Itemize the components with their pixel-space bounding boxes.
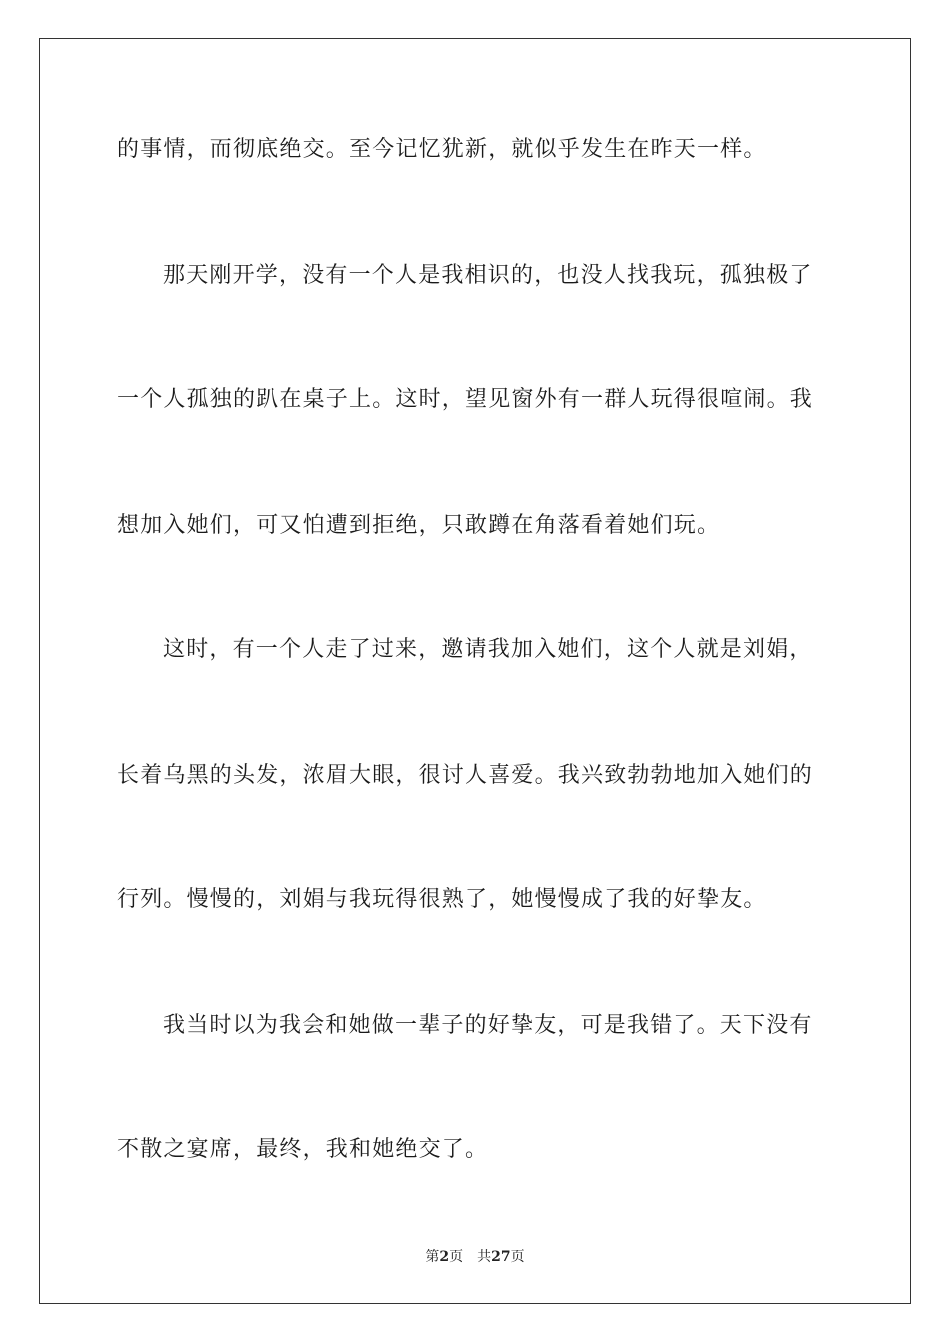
text-line-4: 想加入她们，可又怕遭到拒绝，只敢蹲在角落看着她们玩。 (117, 513, 721, 538)
total-prefix: 共 (477, 1249, 492, 1265)
text-line-1: 的事情，而彻底绝交。至今记忆犹新，就似乎发生在昨天一样。 (117, 137, 767, 162)
text-line-5: 这时，有一个人走了过来，邀请我加入她们，这个人就是刘娟， (163, 637, 813, 662)
text-line-6: 长着乌黑的头发，浓眉大眼，很讨人喜爱。我兴致勃勃地加入她们的 (117, 763, 814, 788)
text-line-8: 我当时以为我会和她做一辈子的好挚友，可是我错了。天下没有 (163, 1013, 813, 1038)
page-footer (0, 1248, 950, 1266)
text-line-3: 一个人孤独的趴在桌子上。这时，望见窗外有一群人玩得很喧闹。我 (117, 387, 814, 412)
total-suffix: 页 (510, 1249, 525, 1265)
page-border (39, 38, 911, 1304)
text-line-9: 不散之宴席，最终，我和她绝交了。 (117, 1137, 489, 1162)
total-pages: 27 (491, 1249, 511, 1265)
page-prefix: 第 (425, 1249, 440, 1265)
page-suffix: 页 (449, 1249, 464, 1265)
text-line-7: 行列。慢慢的，刘娟与我玩得很熟了，她慢慢成了我的好挚友。 (117, 887, 767, 912)
text-line-2: 那天刚开学，没有一个人是我相识的，也没人找我玩，孤独极了 (163, 263, 813, 288)
page-number: 2 (439, 1249, 450, 1265)
